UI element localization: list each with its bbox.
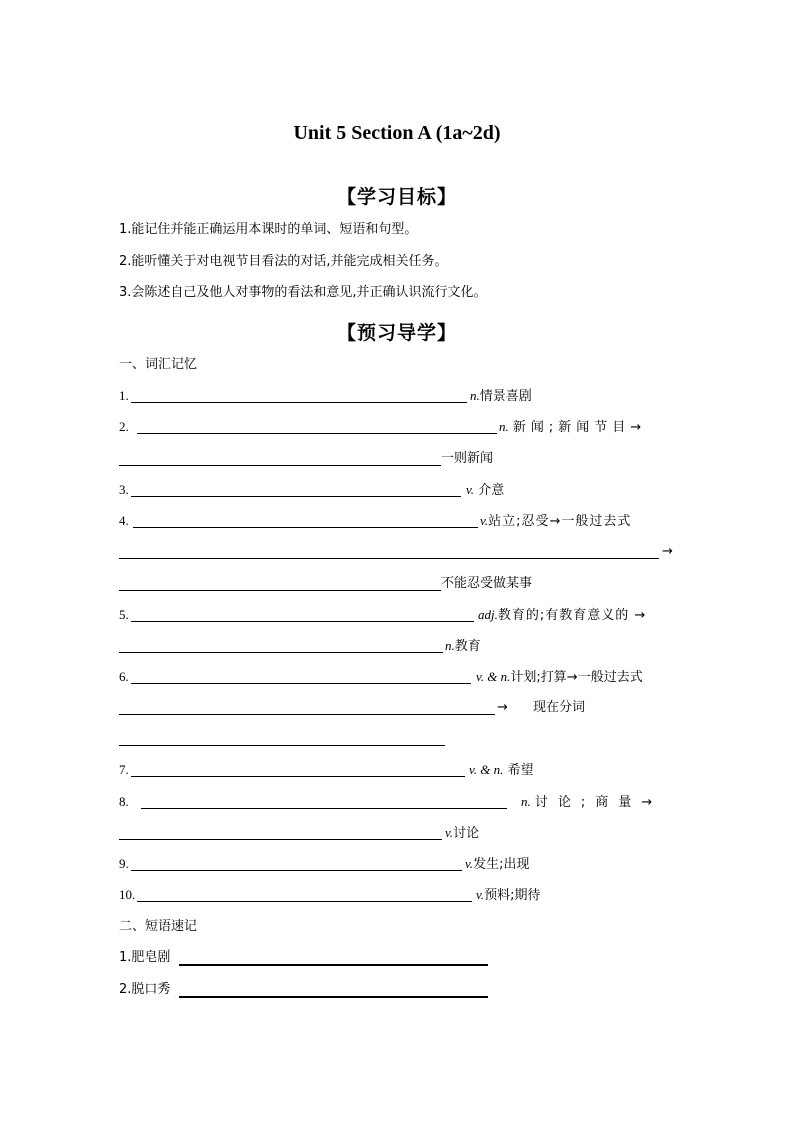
answer-blank[interactable] <box>131 776 465 777</box>
vocab-definition: v. & n.计划;打算→一般过去式 <box>476 669 643 685</box>
vocab-definition: v. 介意 <box>466 482 505 498</box>
answer-blank[interactable] <box>179 996 488 998</box>
answer-blank[interactable] <box>119 839 442 840</box>
vocab-number: 10. <box>119 887 136 902</box>
answer-blank[interactable] <box>137 901 472 902</box>
goal-item: 3.会陈述自己及他人对事物的看法和意见,并正确认识流行文化。 <box>119 285 487 300</box>
phrase-item: 2.脱口秀 <box>119 982 171 997</box>
vocab-number: 9. <box>119 856 129 871</box>
vocab-number: 6. <box>119 669 129 684</box>
page-title: Unit 5 Section A (1a~2d) <box>293 122 501 144</box>
vocab-extra: → 现在分词 <box>497 700 586 715</box>
vocab-number: 2. <box>119 419 129 434</box>
vocab-number: 8. <box>119 794 129 809</box>
answer-blank[interactable] <box>119 745 445 746</box>
vocab-number: 5. <box>119 607 129 622</box>
answer-blank[interactable] <box>119 652 443 653</box>
answer-blank[interactable] <box>131 870 462 871</box>
vocab-number: 3. <box>119 482 129 497</box>
answer-blank[interactable] <box>119 558 659 559</box>
answer-blank[interactable] <box>119 465 441 466</box>
vocab-extra: 不能忍受做某事 <box>441 576 533 591</box>
answer-blank[interactable] <box>137 433 497 434</box>
answer-blank[interactable] <box>141 808 507 809</box>
vocab-definition: n. 讨论;商量→ <box>521 794 663 810</box>
vocab-number: 1. <box>119 388 129 403</box>
vocab-definition: v.预料;期待 <box>476 887 541 903</box>
goals-heading: 【学习目标】 <box>336 186 457 208</box>
goal-item: 1.能记住并能正确运用本课时的单词、短语和句型。 <box>119 222 418 237</box>
vocab-definition: v.站立;忍受→一般过去式 <box>480 513 632 529</box>
vocab-extra: 一则新闻 <box>441 451 494 466</box>
phrase-item: 1.肥皂剧 <box>119 950 171 965</box>
vocab-definition: v. & n. 希望 <box>469 762 534 778</box>
vocab-extra: n.教育 <box>445 638 481 654</box>
arrow: → <box>662 544 673 559</box>
vocab-number: 4. <box>119 513 129 528</box>
phrase-section-heading: 二、短语速记 <box>119 919 198 934</box>
vocab-extra: v.讨论 <box>445 825 480 841</box>
vocab-section-heading: 一、词汇记忆 <box>119 357 198 372</box>
answer-blank[interactable] <box>133 527 478 528</box>
answer-blank[interactable] <box>179 964 488 966</box>
answer-blank[interactable] <box>131 496 461 497</box>
answer-blank[interactable] <box>131 621 474 622</box>
vocab-definition: n. 新闻;新闻节目→ <box>499 419 647 435</box>
answer-blank[interactable] <box>119 590 441 591</box>
goal-item: 2.能听懂关于对电视节目看法的对话,并能完成相关任务。 <box>119 254 448 269</box>
answer-blank[interactable] <box>131 683 471 684</box>
vocab-definition: n.情景喜剧 <box>470 388 532 404</box>
answer-blank[interactable] <box>119 714 495 715</box>
preview-heading: 【预习导学】 <box>336 322 457 344</box>
vocab-definition: adj.教育的;有教育意义的 → <box>478 607 647 623</box>
vocab-number: 7. <box>119 762 129 777</box>
vocab-definition: v.发生;出现 <box>465 856 530 872</box>
answer-blank[interactable] <box>131 402 467 403</box>
